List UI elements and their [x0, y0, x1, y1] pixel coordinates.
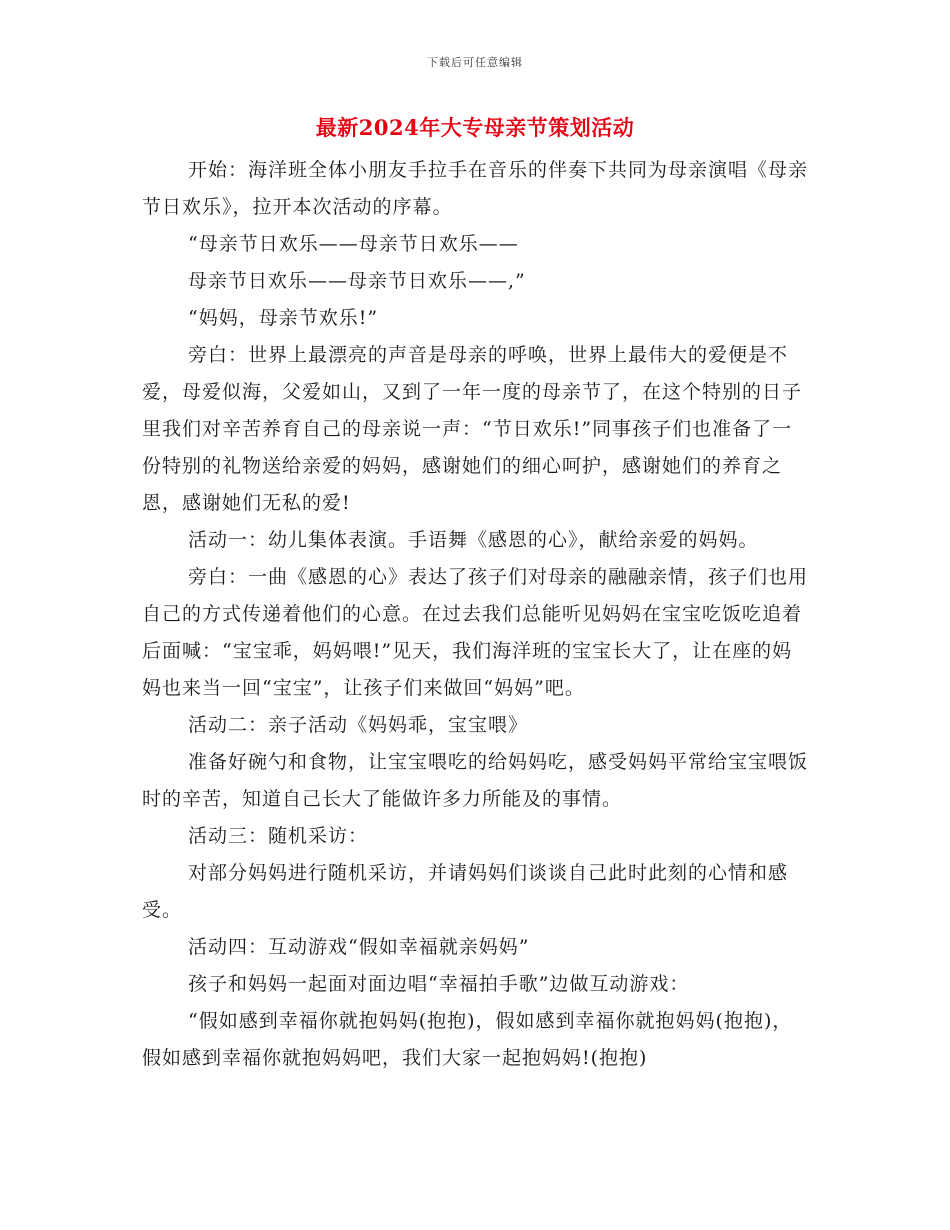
document-body: [142, 152, 812, 1077]
paragraph-song-line-1: “母亲节日欢乐——母亲节日欢乐——: [188, 233, 519, 255]
paragraph-song-line-2: 母亲节日欢乐——母亲节日欢乐——,”: [188, 270, 526, 292]
paragraph-activity-3-desc: 对部分妈妈进行随机采访，并请妈妈们谈谈自己此时此刻的心情和感受。: [142, 862, 789, 921]
paragraph-activity-1: 活动一：幼儿集体表演。手语舞《感恩的心》，献给亲爱的妈妈。: [188, 529, 759, 551]
paragraph-activity-4: 活动四：互动游戏“假如幸福就亲妈妈”: [188, 936, 530, 958]
paragraph-narration-2: 旁白：一曲《感恩的心》表达了孩子们对母亲的融融亲情，孩子们也用自己的方式传递着他们的心意。在过去我们总能听见妈妈在宝宝吃饭吃追着后面喊：“宝宝乖，妈妈喂!”见天，我们海洋班的宝宝长大了，让在座的妈妈也来当一回“宝宝”，让孩子们来做回“妈妈”吧。: [142, 566, 809, 699]
header-note: 下载后可任意编辑: [427, 56, 523, 69]
document-title: 最新2024年大专母亲节策划活动: [315, 115, 635, 140]
paragraph-narration-1: 旁白：世界上最漂亮的声音是母亲的呼唤，世界上最伟大的爱便是不爱，母爱似海，父爱如山，又到了一年一度的母亲节了，在这个特别的日子里我们对辛苦养育自己的母亲说一声：“节日欢乐!”同事孩子们也准备了一份特别的礼物送给亲爱的妈妈，感谢她们的细心呵护，感谢她们的养育之恩，感谢她们无私的爱!: [142, 344, 803, 514]
paragraph-song-line-3: “妈妈，母亲节欢乐!”: [188, 307, 379, 329]
paragraph-opening: 开始：海洋班全体小朋友手拉手在音乐的伴奏下共同为母亲演唱《母亲节日欢乐》，拉开本次活动的序幕。: [142, 159, 809, 218]
paragraph-activity-4-song: “假如感到幸福你就抱妈妈(抱抱)，假如感到幸福你就抱妈妈(抱抱)，假如感到幸福你就抱妈妈吧，我们大家一起抱妈妈!(抱抱): [142, 1010, 793, 1069]
paragraph-activity-4-desc: 孩子和妈妈一起面对面边唱“幸福拍手歌”边做互动游戏：: [188, 973, 690, 995]
paragraph-activity-3: 活动三：随机采访：: [188, 825, 369, 847]
paragraph-activity-2: 活动二：亲子活动《妈妈乖，宝宝喂》: [188, 714, 529, 736]
paragraph-activity-2-desc: 准备好碗勺和食物，让宝宝喂吃的给妈妈吃，感受妈妈平常给宝宝喂饭时的辛苦，知道自己长大了能做许多力所能及的事情。: [142, 751, 809, 810]
